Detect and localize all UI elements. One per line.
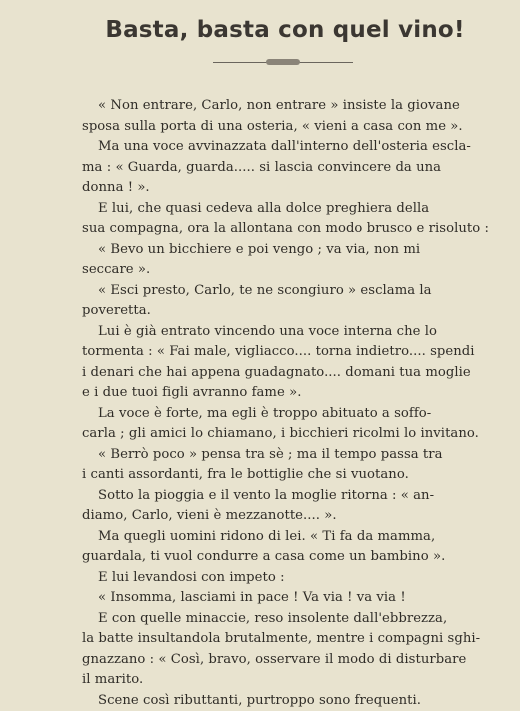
title-ornament-divider xyxy=(213,58,353,68)
text-line: gnazzano : « Così, bravo, osservare il modo di disturbare xyxy=(82,650,492,671)
text-line: sposa sulla porta di una osteria, « vieni a casa con me ». xyxy=(82,117,492,138)
paragraph xyxy=(82,240,492,281)
text-line: Ma quegli uomini ridono di lei. « Ti fa da mamma, xyxy=(82,527,492,548)
text-line: « Non entrare, Carlo, non entrare » insiste la giovane xyxy=(82,96,492,117)
paragraph xyxy=(82,609,492,691)
text-line: i canti assordanti, fra le bottiglie che si vuotano. xyxy=(82,465,492,486)
text-line: guardala, ti vuol condurre a casa come un bambino ». xyxy=(82,547,492,568)
text-line: i denari che hai appena guadagnato.... domani tua moglie xyxy=(82,363,492,384)
text-line: Lui è già entrato vincendo una voce interna che lo xyxy=(82,322,492,343)
text-line: « Esci presto, Carlo, te ne scongiuro » esclama la xyxy=(82,281,492,302)
text-line: seccare ». xyxy=(82,260,492,281)
text-line: E lui levandosi con impeto : xyxy=(82,568,492,589)
text-line: diamo, Carlo, vieni è mezzanotte.... ». xyxy=(82,506,492,527)
text-line: il marito. xyxy=(82,670,492,691)
paragraph xyxy=(82,322,492,404)
text-line: « Bevo un bicchiere e poi vengo ; va via, non mi xyxy=(82,240,492,261)
text-line: « Insomma, lasciami in pace ! Va via ! va via ! xyxy=(82,588,492,609)
text-line: tormenta : « Fai male, vigliacco.... torna indietro.... spendi xyxy=(82,342,492,363)
paragraph xyxy=(82,691,492,711)
text-line: Ma una voce avvinazzata dall'interno dell'osteria escla- xyxy=(82,137,492,158)
text-line: E con quelle minaccie, reso insolente dall'ebbrezza, xyxy=(82,609,492,630)
text-line: Scene così ributtanti, purtroppo sono frequenti. xyxy=(82,691,492,711)
text-line: poveretta. xyxy=(82,301,492,322)
paragraph xyxy=(82,199,492,240)
paragraph xyxy=(82,445,492,486)
page-title: Basta, basta con quel vino! xyxy=(78,14,492,46)
text-line: carla ; gli amici lo chiamano, i bicchieri ricolmi lo invitano. xyxy=(82,424,492,445)
text-line: la batte insultandola brutalmente, mentre i compagni sghi- xyxy=(82,629,492,650)
text-line: Sotto la pioggia e il vento la moglie ritorna : « an- xyxy=(82,486,492,507)
paragraph xyxy=(82,404,492,445)
paragraph xyxy=(82,96,492,137)
paragraph xyxy=(82,568,492,589)
text-line: e i due tuoi figli avranno fame ». xyxy=(82,383,492,404)
text-line: ma : « Guarda, guarda..... si lascia convincere da una xyxy=(82,158,492,179)
paragraph xyxy=(82,588,492,609)
paragraph xyxy=(82,527,492,568)
paragraph xyxy=(82,137,492,199)
paragraph xyxy=(82,486,492,527)
text-line: E lui, che quasi cedeva alla dolce preghiera della xyxy=(82,199,492,220)
text-line: « Berrò poco » pensa tra sè ; ma il tempo passa tra xyxy=(82,445,492,466)
text-line: La voce è forte, ma egli è troppo abituato a soffo- xyxy=(82,404,492,425)
text-line: donna ! ». xyxy=(82,178,492,199)
paragraph xyxy=(82,281,492,322)
document-body xyxy=(82,96,492,711)
text-line: sua compagna, ora la allontana con modo brusco e risoluto : xyxy=(82,219,492,240)
